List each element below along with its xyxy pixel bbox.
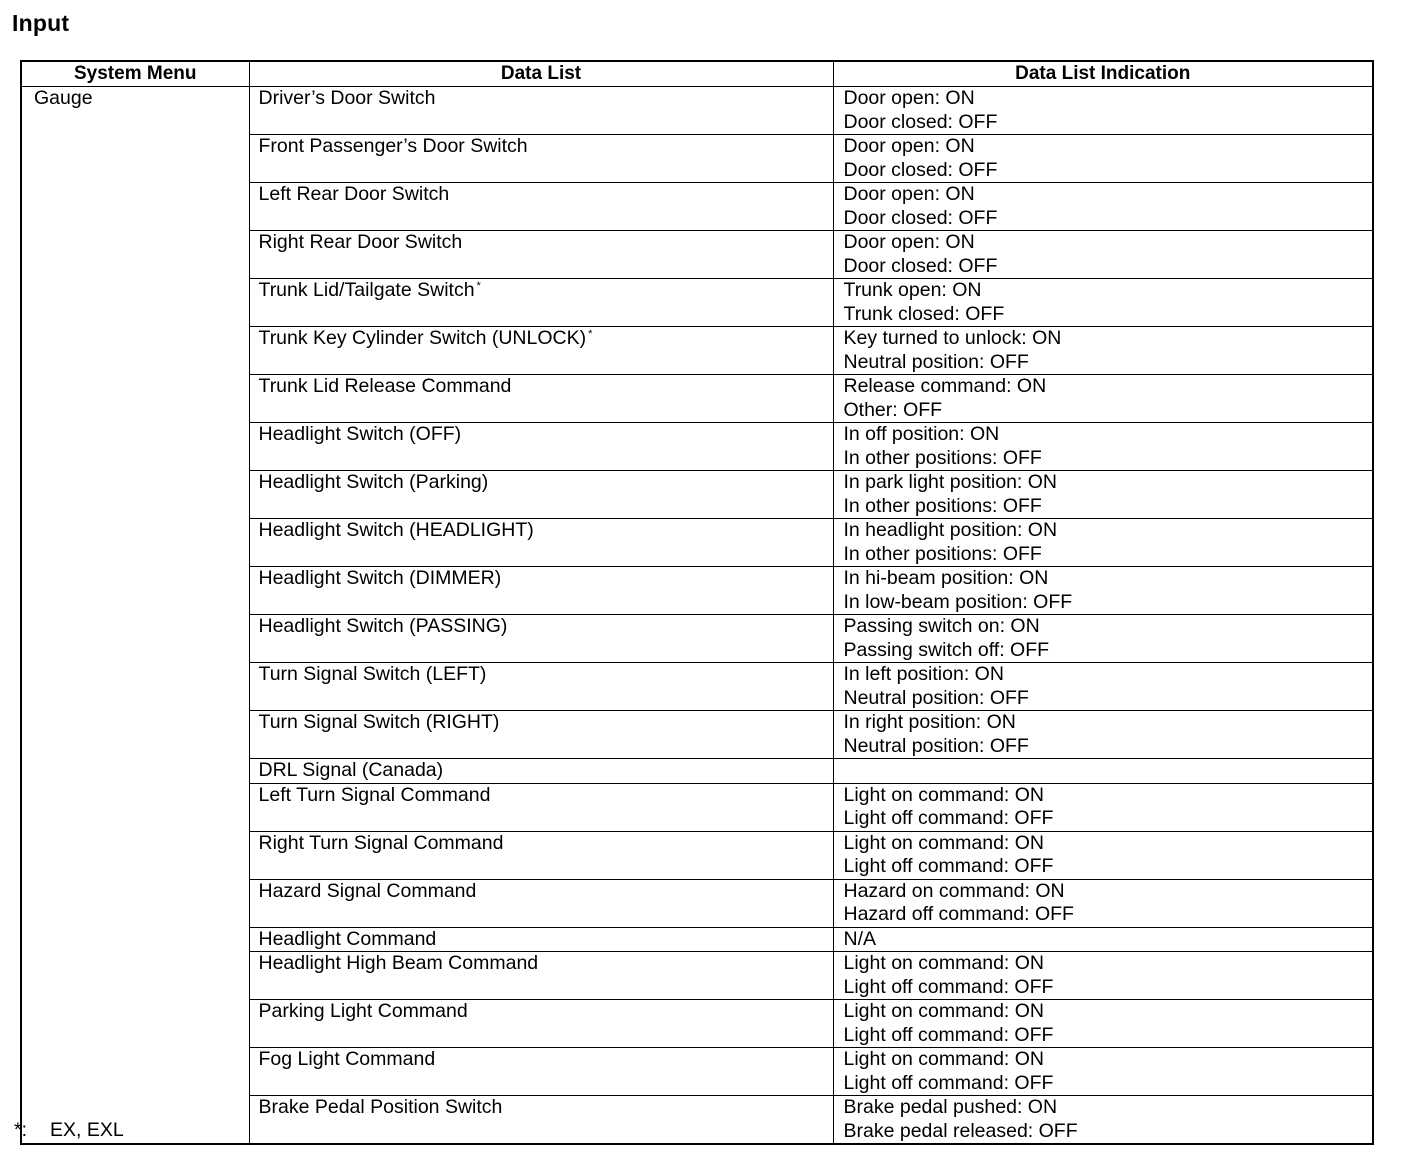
data-list-item bbox=[249, 519, 833, 567]
data-list-indication bbox=[833, 615, 1373, 663]
data-list-item bbox=[249, 879, 833, 927]
data-list-indication bbox=[833, 375, 1373, 423]
indication-line: Door closed: OFF bbox=[843, 254, 998, 277]
data-list-item-label: Hazard Signal Command bbox=[258, 879, 477, 902]
data-list-indication bbox=[833, 327, 1373, 375]
data-list-item-label: Trunk Lid/Tailgate Switch bbox=[258, 279, 475, 301]
data-list-item bbox=[249, 183, 833, 231]
data-list-item-label: Right Rear Door Switch bbox=[258, 231, 463, 253]
data-list-item bbox=[249, 759, 833, 784]
indication-line: Brake pedal released: OFF bbox=[843, 1119, 1078, 1142]
data-list-item bbox=[249, 831, 833, 879]
indication-line: In park light position: ON bbox=[843, 471, 1058, 493]
header-data-list: Data List bbox=[249, 61, 833, 87]
indication-line: Trunk closed: OFF bbox=[843, 302, 1005, 325]
indication-line: Hazard on command: ON bbox=[843, 879, 1065, 902]
data-list-item-label: Headlight Switch (DIMMER) bbox=[258, 567, 502, 589]
indication-line: Passing switch off: OFF bbox=[843, 638, 1050, 661]
indication-line: Light on command: ON bbox=[843, 1048, 1045, 1070]
indication-line: Hazard off command: OFF bbox=[843, 903, 1074, 925]
data-list-item-label: Brake Pedal Position Switch bbox=[258, 1096, 503, 1118]
data-list-item bbox=[249, 711, 833, 759]
data-list-indication bbox=[833, 519, 1373, 567]
data-list-indication bbox=[833, 783, 1373, 831]
data-list-item-label: Left Turn Signal Command bbox=[258, 783, 491, 806]
data-list-indication bbox=[833, 279, 1373, 327]
indication-line: Door closed: OFF bbox=[843, 110, 998, 133]
data-list-indication bbox=[833, 423, 1373, 471]
indication-line: Door open: ON bbox=[843, 135, 975, 157]
data-list-item bbox=[249, 952, 833, 1000]
data-list-item-label: Parking Light Command bbox=[258, 1000, 468, 1022]
indication-line: Neutral position: OFF bbox=[843, 686, 1029, 709]
indication-line: Other: OFF bbox=[843, 398, 943, 421]
indication-line: N/A bbox=[843, 927, 877, 950]
indication-line: In right position: ON bbox=[843, 711, 1016, 733]
indication-line: In low-beam position: OFF bbox=[843, 590, 1073, 613]
indication-line: In hi-beam position: ON bbox=[843, 567, 1049, 589]
footnote-text: EX, EXL bbox=[50, 1119, 124, 1141]
data-list-indication bbox=[833, 663, 1373, 711]
data-list-indication bbox=[833, 952, 1373, 1000]
data-list-item bbox=[249, 231, 833, 279]
system-menu-cell: Gauge bbox=[21, 87, 249, 1145]
data-list-indication bbox=[833, 1000, 1373, 1048]
data-list-indication bbox=[833, 759, 1373, 784]
header-system-menu: System Menu bbox=[21, 61, 249, 87]
table-header-row bbox=[21, 61, 1373, 87]
header-data-list-indication: Data List Indication bbox=[833, 61, 1373, 87]
data-list-item-label: Front Passenger’s Door Switch bbox=[258, 135, 528, 157]
table-body bbox=[21, 87, 1373, 1145]
data-list-indication bbox=[833, 879, 1373, 927]
data-list-indication bbox=[833, 567, 1373, 615]
data-list-item-label: Headlight Switch (Parking) bbox=[258, 471, 489, 493]
data-list-item-label: Trunk Lid Release Command bbox=[258, 375, 512, 397]
indication-line: Neutral position: OFF bbox=[843, 350, 1029, 373]
indication-line: In headlight position: ON bbox=[843, 519, 1058, 541]
indication-line: In other positions: OFF bbox=[843, 494, 1042, 517]
data-list-indication bbox=[833, 1096, 1373, 1145]
data-list-item bbox=[249, 1096, 833, 1145]
data-list-item bbox=[249, 279, 833, 327]
indication-line: Door open: ON bbox=[843, 183, 975, 205]
data-list-item bbox=[249, 927, 833, 952]
data-list-item bbox=[249, 663, 833, 711]
indication-line: Light off command: OFF bbox=[843, 855, 1054, 877]
data-list-item bbox=[249, 783, 833, 831]
data-list-item bbox=[249, 135, 833, 183]
footnote-marker: *: bbox=[14, 1119, 28, 1141]
indication-line: Passing switch on: ON bbox=[843, 615, 1040, 637]
indication-line: Door open: ON bbox=[843, 87, 975, 109]
indication-line: Light off command: OFF bbox=[843, 975, 1054, 998]
footnote-reference: * bbox=[588, 327, 593, 340]
data-list-item-label: Driver’s Door Switch bbox=[258, 87, 436, 109]
data-list-indication bbox=[833, 831, 1373, 879]
data-list-item bbox=[249, 567, 833, 615]
indication-line: In off position: ON bbox=[843, 423, 1000, 445]
page-title: Input bbox=[12, 10, 70, 36]
indication-line: Key turned to unlock: ON bbox=[843, 327, 1062, 349]
indication-line: In left position: ON bbox=[843, 663, 1004, 685]
data-list-indication bbox=[833, 135, 1373, 183]
indication-line: Door closed: OFF bbox=[843, 206, 998, 229]
data-list-item-label: Turn Signal Switch (RIGHT) bbox=[258, 711, 500, 733]
data-list-item-label: Trunk Key Cylinder Switch (UNLOCK) bbox=[258, 327, 587, 349]
data-list-indication bbox=[833, 1048, 1373, 1096]
data-list-item-label: Headlight Switch (PASSING) bbox=[258, 615, 508, 637]
data-list-item-label: DRL Signal (Canada) bbox=[258, 759, 444, 781]
data-list-item bbox=[249, 327, 833, 375]
data-list-item bbox=[249, 1000, 833, 1048]
data-list-indication bbox=[833, 471, 1373, 519]
data-list-indication bbox=[833, 927, 1373, 952]
data-list-item bbox=[249, 87, 833, 135]
indication-line: Light off command: OFF bbox=[843, 1071, 1054, 1094]
indication-line: Light off command: OFF bbox=[843, 1023, 1054, 1046]
indication-line: Light on command: ON bbox=[843, 831, 1045, 854]
data-list-indication bbox=[833, 711, 1373, 759]
data-list-item-label: Headlight Switch (HEADLIGHT) bbox=[258, 519, 534, 541]
data-list-item-label: Headlight Switch (OFF) bbox=[258, 423, 462, 445]
data-list-item-label: Headlight High Beam Command bbox=[258, 952, 539, 974]
data-list-item-label: Left Rear Door Switch bbox=[258, 183, 450, 205]
indication-line: Trunk open: ON bbox=[843, 279, 982, 301]
data-list-item bbox=[249, 1048, 833, 1096]
indication-line: Release command: ON bbox=[843, 375, 1047, 397]
data-list-indication bbox=[833, 87, 1373, 135]
indication-line: Light on command: ON bbox=[843, 783, 1045, 806]
data-list-indication bbox=[833, 183, 1373, 231]
table-row bbox=[21, 87, 1373, 135]
data-list-item-label: Headlight Command bbox=[258, 927, 437, 950]
indication-line: Light on command: ON bbox=[843, 1000, 1045, 1022]
data-list-table bbox=[20, 60, 1374, 1145]
footnote bbox=[14, 1118, 124, 1142]
indication-line: Brake pedal pushed: ON bbox=[843, 1096, 1058, 1118]
data-list-item bbox=[249, 615, 833, 663]
indication-line: In other positions: OFF bbox=[843, 542, 1042, 565]
data-list-indication bbox=[833, 231, 1373, 279]
data-list-item-label: Fog Light Command bbox=[258, 1048, 436, 1070]
data-list-item-label: Turn Signal Switch (LEFT) bbox=[258, 663, 487, 685]
indication-line: Door open: ON bbox=[843, 231, 975, 253]
footnote-reference: * bbox=[476, 279, 481, 292]
indication-line: Neutral position: OFF bbox=[843, 734, 1029, 757]
indication-line: Light on command: ON bbox=[843, 952, 1045, 974]
data-list-item bbox=[249, 423, 833, 471]
indication-line: Light off command: OFF bbox=[843, 807, 1054, 829]
data-list-item bbox=[249, 471, 833, 519]
indication-line: Door closed: OFF bbox=[843, 158, 998, 181]
indication-line: In other positions: OFF bbox=[843, 446, 1042, 469]
data-list-item-label: Right Turn Signal Command bbox=[258, 831, 504, 854]
data-list-item bbox=[249, 375, 833, 423]
